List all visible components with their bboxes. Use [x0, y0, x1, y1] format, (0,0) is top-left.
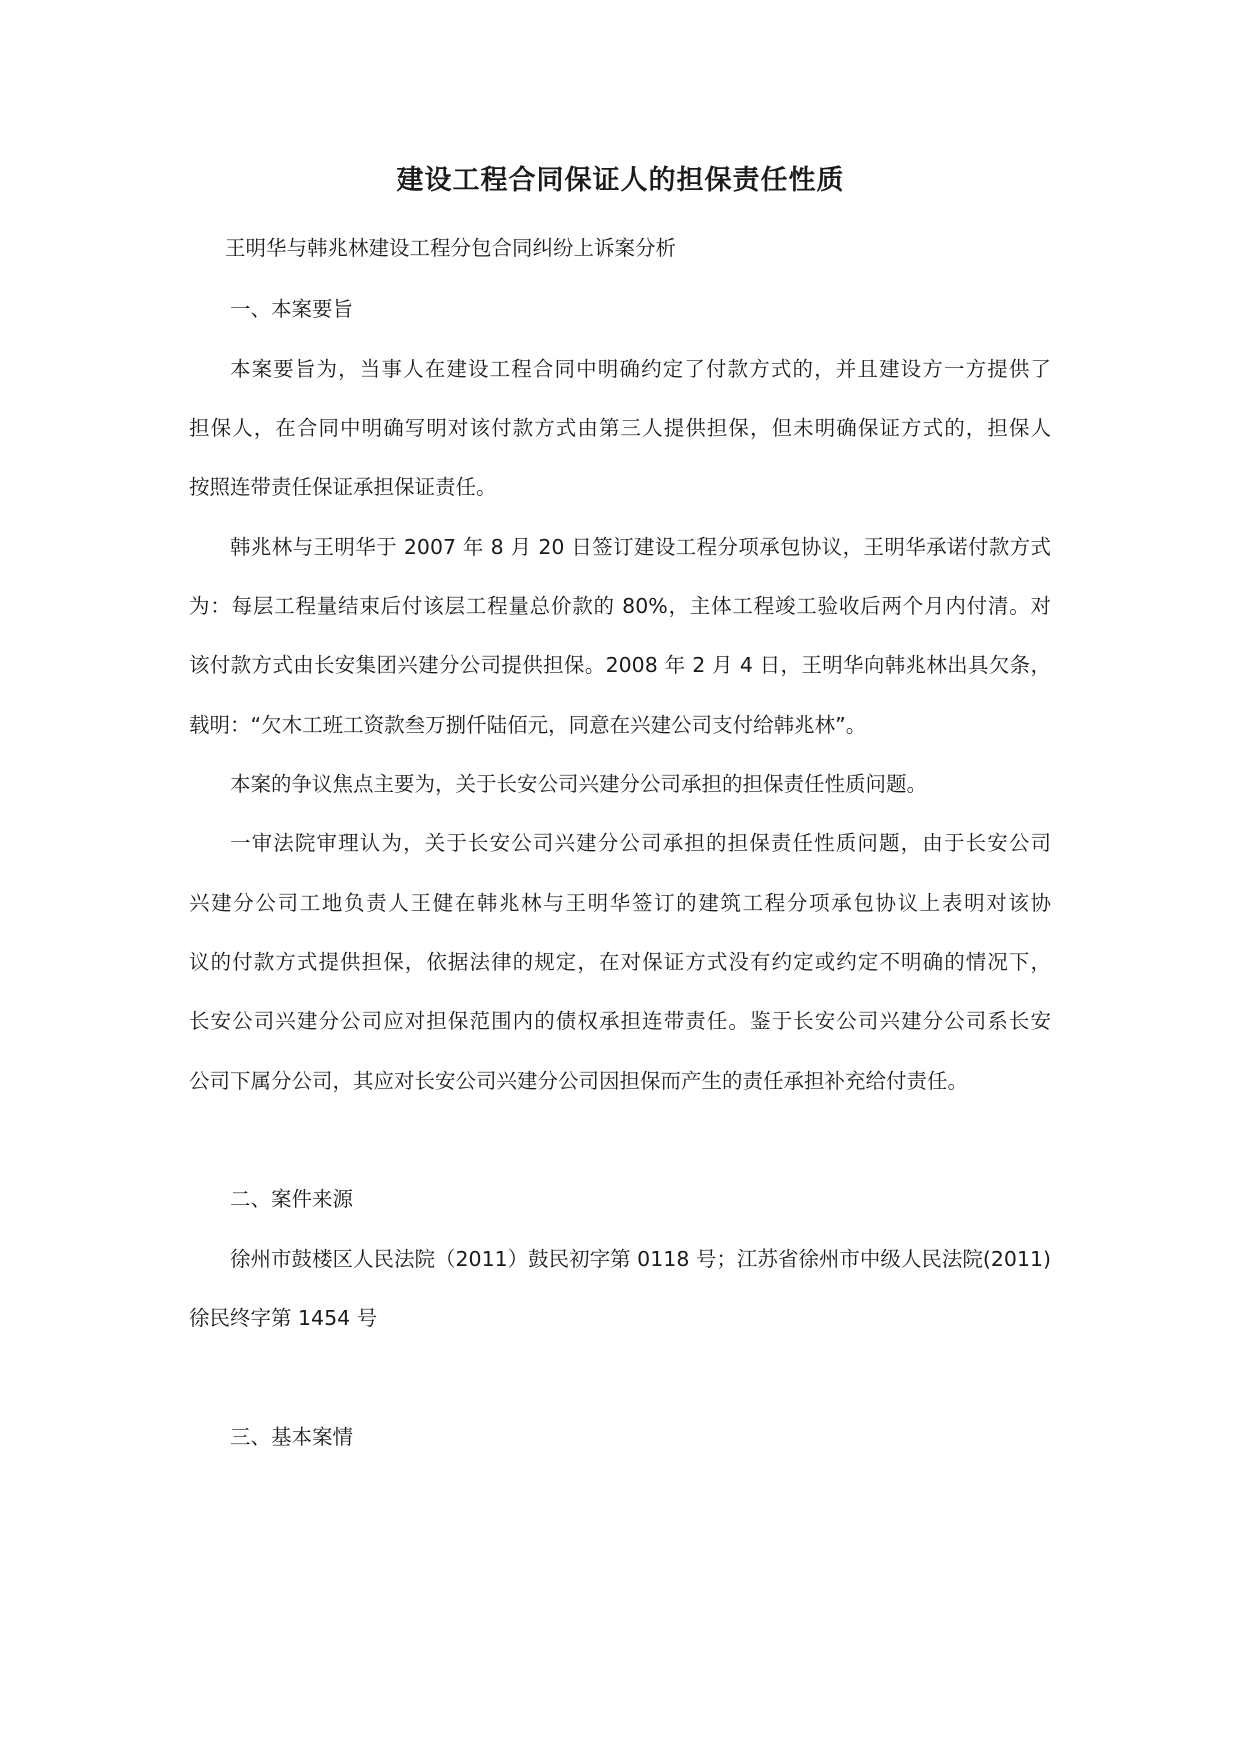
- paragraph-line: 韩兆林与王明华于 2007 年 8 月 20 日签订建设工程分项承包协议，王明华承诺付款方式: [230, 535, 1051, 559]
- paragraph-line: 本案的争议焦点主要为，关于长安公司兴建分公司承担的担保责任性质问题。: [230, 772, 927, 796]
- paragraph-line: 长安公司兴建分公司应对担保范围内的债权承担连带责任。鉴于长安公司兴建分公司系长安: [189, 1009, 1051, 1033]
- paragraph-line: 为：每层工程量结束后付该层工程量总价款的 80%，主体工程竣工验收后两个月内付清。对: [189, 594, 1051, 618]
- paragraph-line: 徐民终字第 1454 号: [189, 1306, 378, 1330]
- section-heading-1: 一、本案要旨: [230, 297, 353, 321]
- paragraph-line: 徐州市鼓楼区人民法院（2011）鼓民初字第 0118 号；江苏省徐州市中级人民法院(2011): [230, 1247, 1052, 1271]
- paragraph-line: 该付款方式由长安集团兴建分公司提供担保。2008 年 2 月 4 日，王明华向韩兆林出具欠条，: [189, 653, 1051, 677]
- paragraph-line: 本案要旨为，当事人在建设工程合同中明确约定了付款方式的，并且建设方一方提供了: [230, 357, 1051, 381]
- section-heading-3: 三、基本案情: [230, 1425, 353, 1449]
- document-subtitle: 王明华与韩兆林建设工程分包合同纠纷上诉案分析: [225, 236, 676, 260]
- document-title: 建设工程合同保证人的担保责任性质: [396, 165, 845, 196]
- section-heading-2: 二、案件来源: [230, 1187, 353, 1211]
- paragraph-line: 公司下属分公司，其应对长安公司兴建分公司因担保而产生的责任承担补充给付责任。: [189, 1069, 968, 1093]
- paragraph-line: 议的付款方式提供担保，依据法律的规定，在对保证方式没有约定或约定不明确的情况下，: [189, 950, 1051, 974]
- paragraph-line: 按照连带责任保证承担保证责任。: [189, 475, 497, 499]
- paragraph-line: 一审法院审理认为，关于长安公司兴建分公司承担的担保责任性质问题，由于长安公司: [230, 831, 1051, 855]
- paragraph-line: 兴建分公司工地负责人王健在韩兆林与王明华签订的建筑工程分项承包协议上表明对该协: [189, 891, 1051, 915]
- paragraph-line: 载明：“欠木工班工资款叁万捌仟陆佰元，同意在兴建公司支付给韩兆林”。: [189, 713, 867, 737]
- paragraph-line: 担保人，在合同中明确写明对该付款方式由第三人提供担保，但未明确保证方式的，担保人: [189, 416, 1051, 440]
